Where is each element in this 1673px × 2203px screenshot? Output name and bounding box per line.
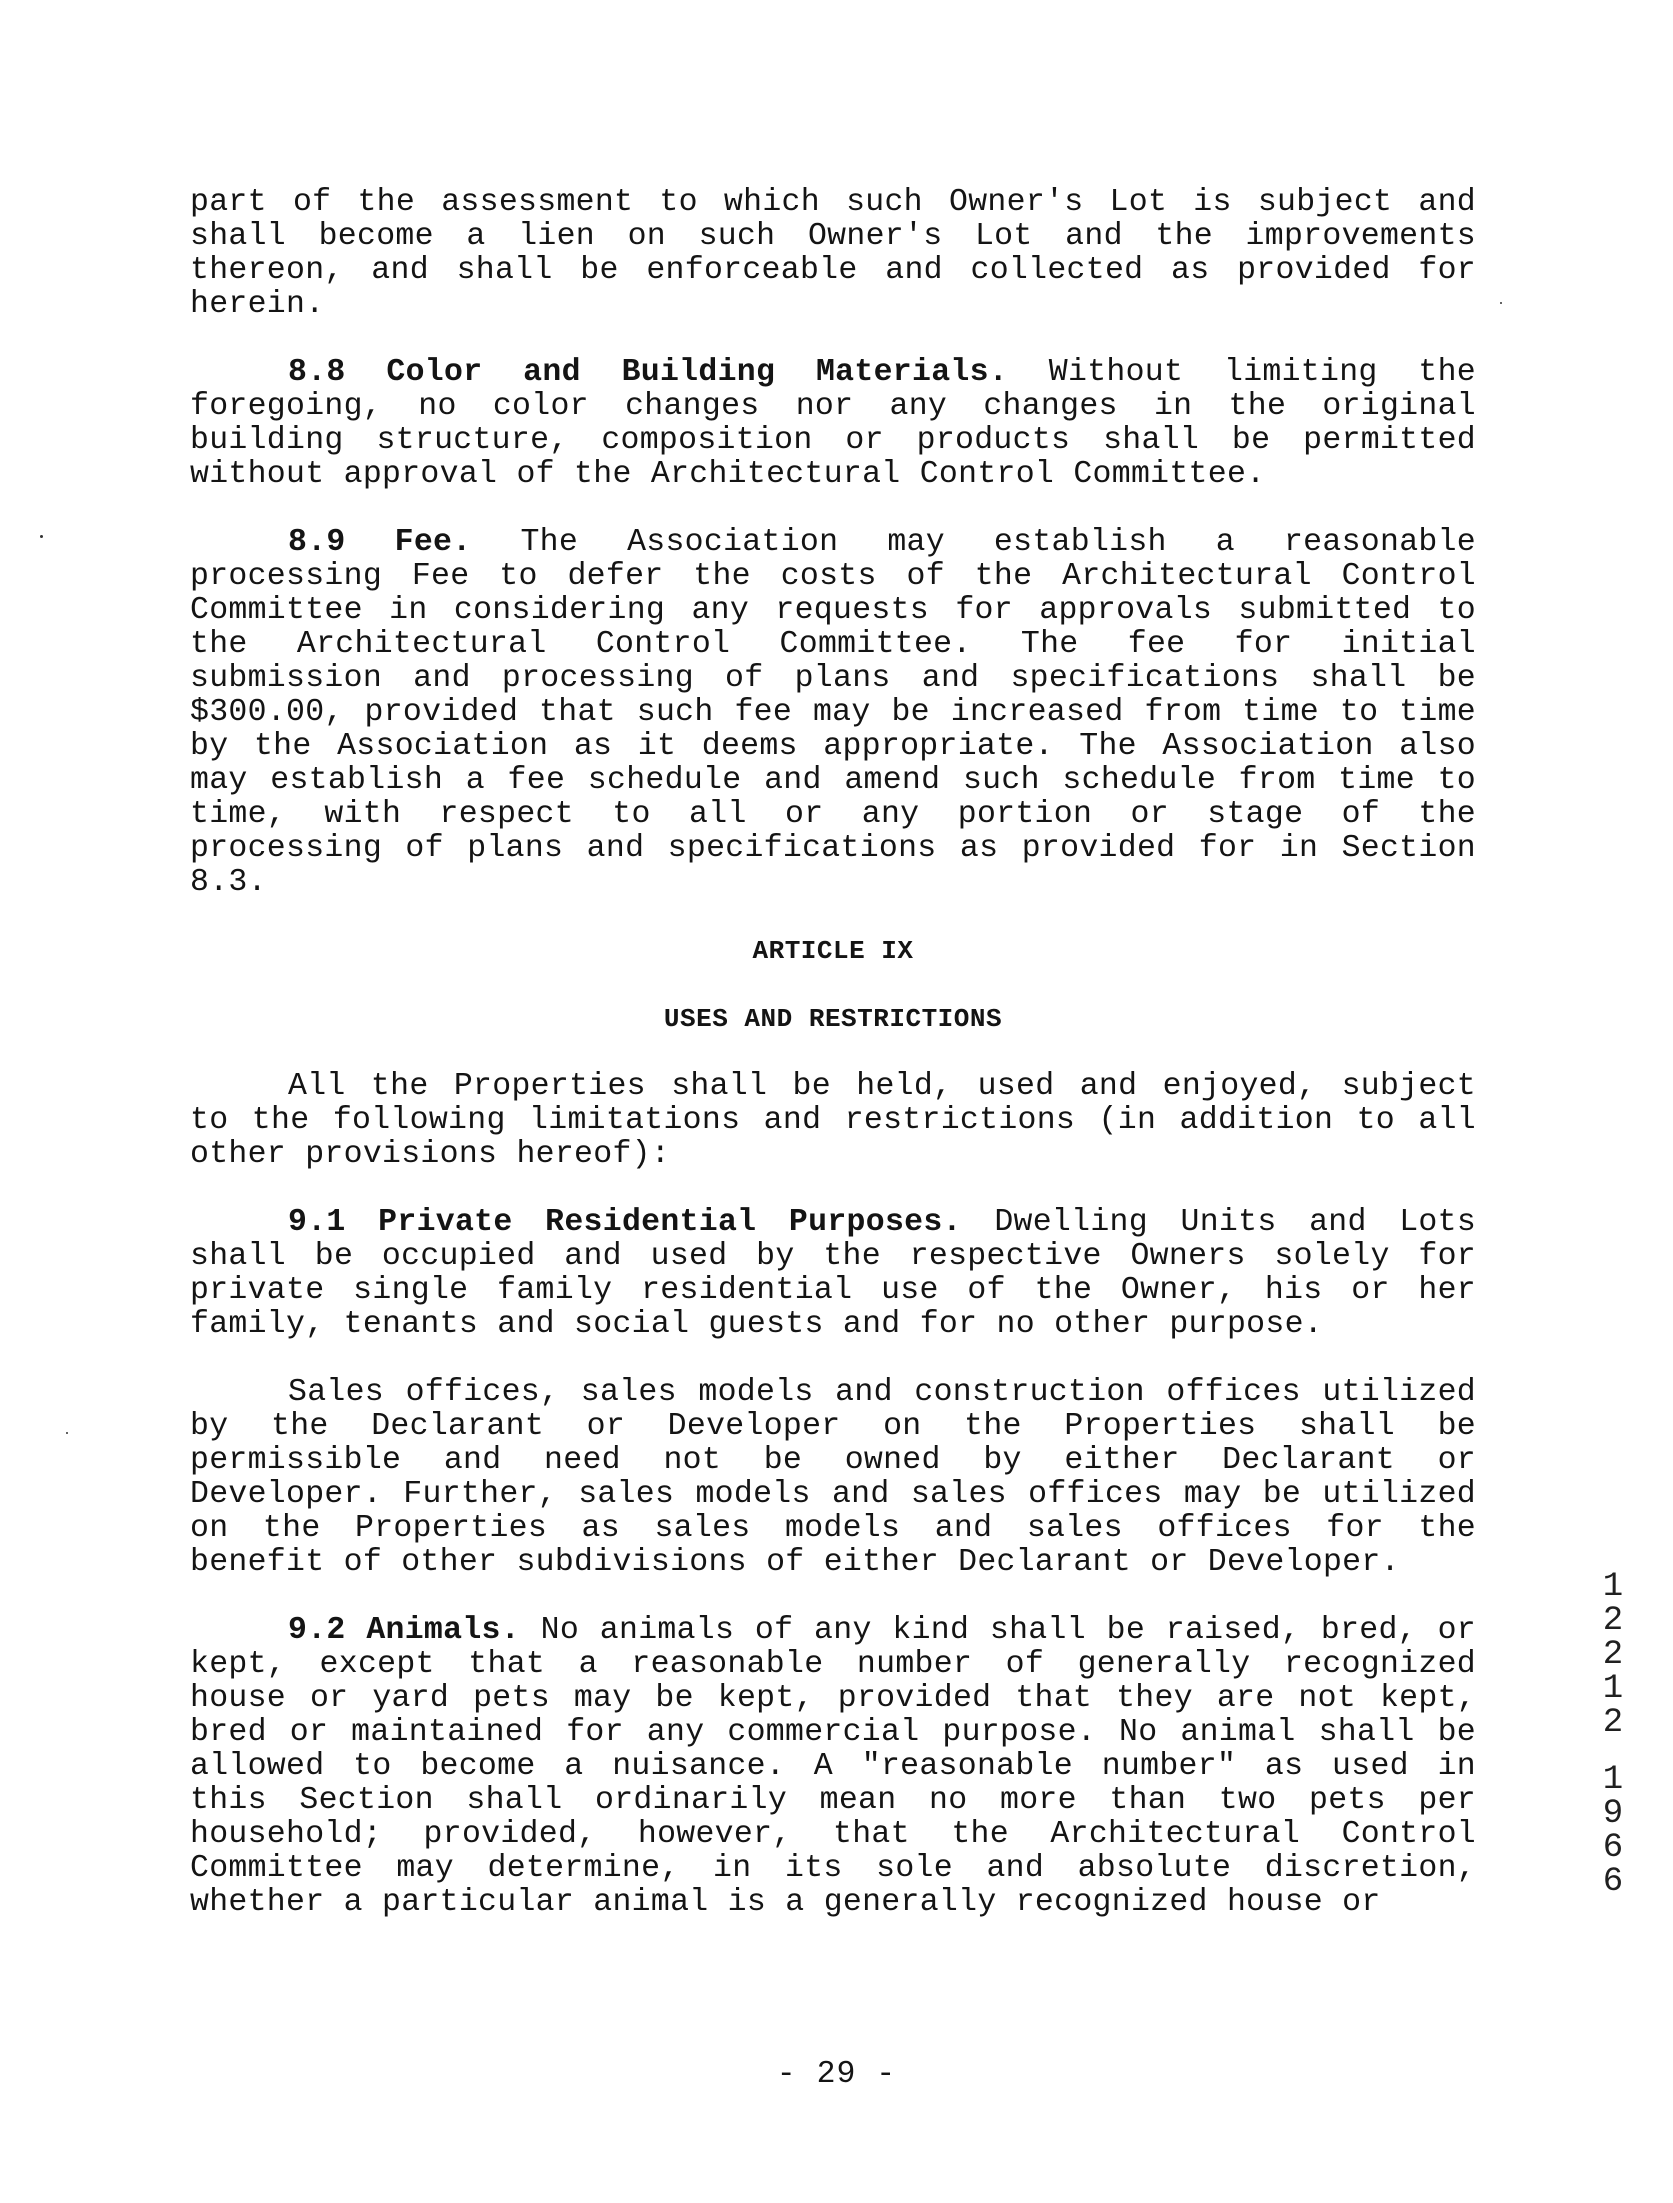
article-intro: All the Properties shall be held, used and enjoyed, subject to the following limitations and restrictions (in addition to all other provisions hereof): — [190, 1069, 1476, 1172]
section-title: Color and Building Materials. — [386, 355, 1009, 390]
section-number: 8.9 — [288, 525, 346, 560]
section-body: Without limiting the foregoing, no color changes nor any changes in the original building structure, composition or products shall be permitted without approval of the Architectural Control Committee. — [190, 355, 1477, 492]
section-8-9 — [190, 526, 1476, 900]
section-8-8 — [190, 356, 1476, 492]
stamp-digit: 6 — [1602, 1829, 1624, 1867]
stamp-digit: 9 — [1602, 1795, 1624, 1833]
sales-offices-paragraph: Sales offices, sales models and construction offices utilized by the Declarant or Developer on the Properties shall be permissible and need not be owned by either Declarant or Developer. Further, sales models and sales offices may be utilized on the Properties as sales models and sales offices for the benefit of other subdivisions of either Declarant or Developer. — [190, 1375, 1476, 1580]
stamp-digit: 2 — [1602, 1636, 1624, 1674]
margin-stamp-lower — [1598, 1763, 1628, 1899]
stamp-digit: 2 — [1602, 1704, 1624, 1742]
section-number: 9.2 — [288, 1613, 346, 1648]
stamp-digit: 1 — [1602, 1568, 1624, 1606]
section-number: 8.8 — [288, 355, 346, 390]
article-title: USES AND RESTRICTIONS — [663, 1004, 1003, 1034]
article-heading: ARTICLE IX — [752, 936, 914, 966]
margin-stamp-upper — [1598, 1570, 1628, 1740]
section-title: Fee. — [394, 525, 472, 560]
page-number: - 29 - — [776, 2057, 897, 2092]
scan-speck — [66, 1432, 68, 1434]
scan-speck — [1500, 302, 1502, 304]
stamp-digit: 2 — [1602, 1602, 1624, 1640]
section-number: 9.1 — [288, 1205, 346, 1240]
scan-speck — [40, 535, 43, 538]
stamp-digit: 1 — [1602, 1761, 1624, 1799]
body-text — [190, 186, 1476, 1954]
section-9-2 — [190, 1614, 1476, 1920]
stamp-digit: 6 — [1602, 1863, 1624, 1901]
continuation-paragraph: part of the assessment to which such Owner's Lot is subject and shall become a lien on such Owner's Lot and the improvements thereon, and shall be enforceable and collected as provided for herein. — [190, 185, 1476, 322]
stamp-digit: 1 — [1602, 1670, 1624, 1708]
section-9-1 — [190, 1206, 1476, 1342]
section-body: No animals of any kind shall be raised, bred, or kept, except that a reasonable number of generally recognized house or yard pets may be kept, provided that they are not kept, bred or maintained for any commercial purpose. No animal shall be allowed to become a nuisance. A "reasonable number" as used in this Section shall ordinarily mean no more than two pets per household; provided, however, that the Architectural Control Committee may determine, in its sole and absolute discretion, whether a particular animal is a generally recognized house or — [190, 1613, 1477, 1920]
section-body: The Association may establish a reasonable processing Fee to defer the costs of the Architectural Control Committee in considering any requests for approvals submitted to the Architectural Control Committee. The fee for initial submission and processing of plans and specifications shall be $300.00, provided that such fee may be increased from time to time by the Association as it deems appropriate. The Association also may establish a fee schedule and amend such schedule from time to time, with respect to all or any portion or stage of the processing of plans and specifications as provided for in Section 8.3. — [190, 525, 1477, 900]
section-title: Private Residential Purposes. — [378, 1205, 962, 1240]
section-title: Animals. — [366, 1613, 520, 1648]
section-body: Dwelling Units and Lots shall be occupied and used by the respective Owners solely for private single family residential use of the Owner, his or her family, tenants and social guests and for no other purpose. — [190, 1205, 1477, 1342]
